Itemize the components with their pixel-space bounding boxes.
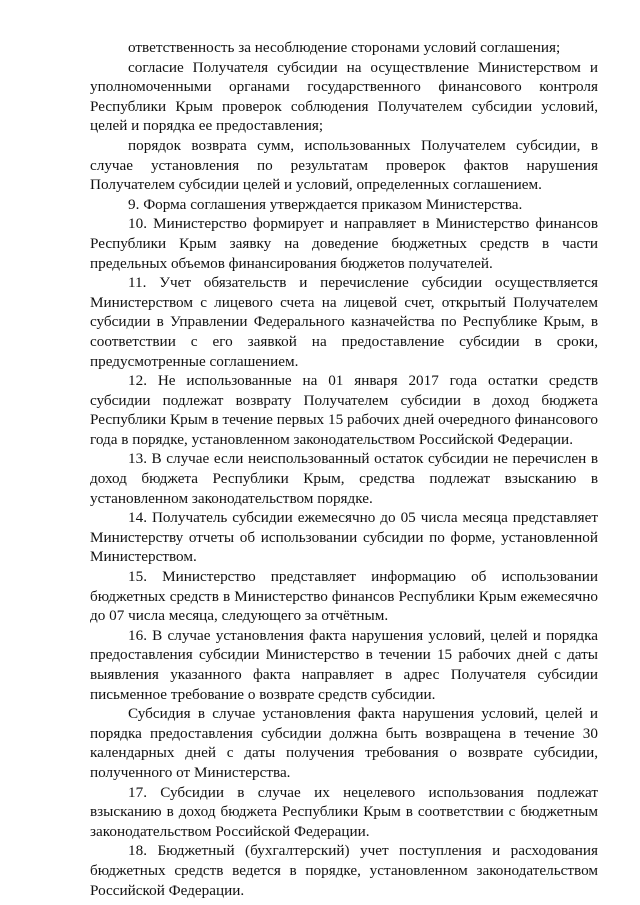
paragraph: 10. Министерство формирует и направляет в Министерство финансов Республики Крым заявку на доведение бюджетных средств в части предельных объемов финансирования бюджетов получателей. xyxy=(90,215,598,272)
paragraph: 12. Не использованные на 01 января 2017 года остатки средств субсидии подлежат возврату Получателем субсидии в доход бюджета Республики Крым в течение первых 15 рабочих дней очередного финансового года в порядке, установленном законодательством Российской Федерации. xyxy=(90,372,598,448)
paragraph: 13. В случае если неиспользованный остаток субсидии не перечислен в доход бюджета Республики Крым, средства подлежат взысканию в установленном законодательством порядке. xyxy=(90,450,598,507)
paragraph: 14. Получатель субсидии ежемесячно до 05 числа месяца представляет Министерству отчеты об использовании субсидии по форме, установленной Министерством. xyxy=(90,509,598,566)
paragraph: 15. Министерство представляет информацию об использовании бюджетных средств в Министерство финансов Республики Крым ежемесячно до 07 числа месяца, следующего за отчётным. xyxy=(90,568,598,625)
paragraph: согласие Получателя субсидии на осуществление Министерством и уполномоченными органами государственного финансового контроля Республики Крым проверок соблюдения Получателем субсидии условий, целей и порядка ее предоставления; xyxy=(90,58,598,135)
paragraph: порядок возврата сумм, использованных Получателем субсидии, в случае установления по результатам проверок фактов нарушения Получателем субсидии целей и условий, определенных соглашением. xyxy=(90,136,598,194)
paragraph: 18. Бюджетный (бухгалтерский) учет поступления и расходования бюджетных средств ведется в порядке, установленном законодательством Российской Федерации. xyxy=(90,842,598,899)
document-body xyxy=(90,38,598,900)
paragraph: 16. В случае установления факта нарушения условий, целей и порядка предоставления субсидии Министерство в течении 15 рабочих дней с даты выявления указанного факта направляет в адрес Получателя субсидии письменное требование о возврате средств субсидии. xyxy=(90,626,598,703)
paragraph: 17. Субсидии в случае их нецелевого использования подлежат взысканию в доход бюджета Республики Крым в соответствии с бюджетным законодательством Российской Федерации. xyxy=(90,783,598,840)
paragraph: Субсидия в случае установления факта нарушения условий, целей и порядка предоставления субсидии должна быть возвращена в течение 30 календарных дней с даты получения требования о возврате субсидии, полученного от Министерства. xyxy=(90,705,598,781)
paragraph: ответственность за несоблюдение сторонами условий соглашения; xyxy=(128,39,561,56)
paragraph: 11. Учет обязательств и перечисление субсидии осуществляется Министерством с лицевого счета на лицевой счет, открытый Получателем субсидии в Управлении Федерального казначейства по Республике Крым, в соответствии с его заявкой на предоставление субсидии в сроки, предусмотренные соглашением. xyxy=(90,274,598,370)
paragraph: 9. Форма соглашения утверждается приказом Министерства. xyxy=(128,195,523,213)
